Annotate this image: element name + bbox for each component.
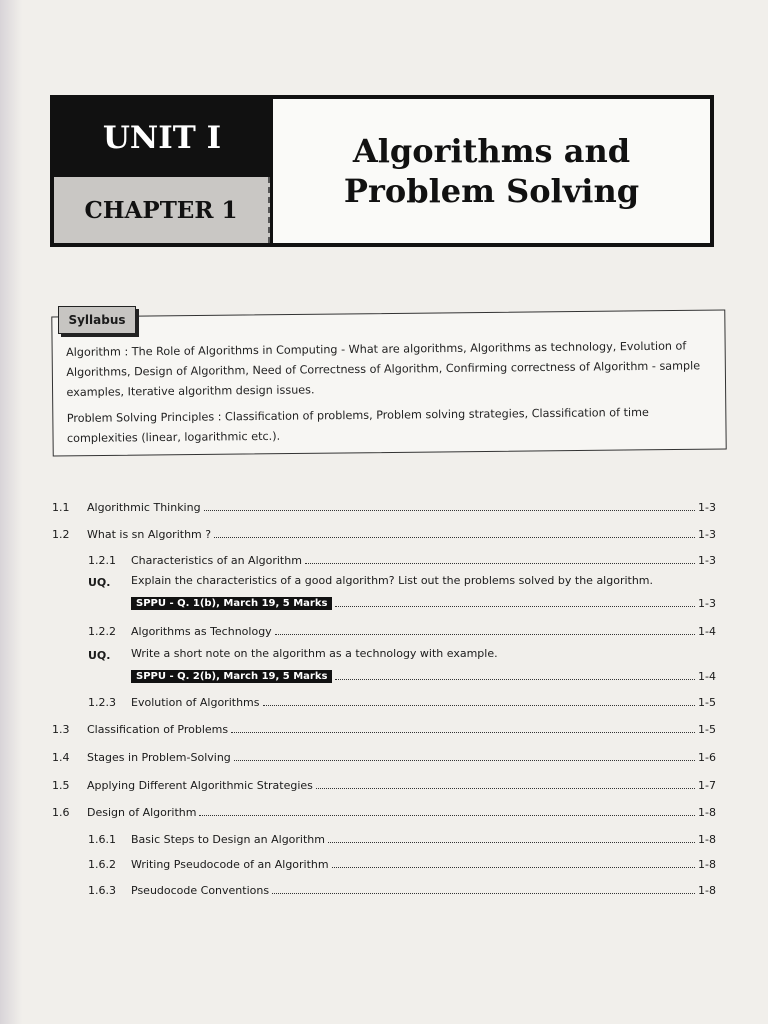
toc-page: 1-8 bbox=[698, 833, 716, 846]
toc-page: 1-6 bbox=[698, 751, 716, 764]
chapter-title-line1: Algorithms and bbox=[352, 132, 631, 170]
toc-page: 1-3 bbox=[698, 528, 716, 541]
toc-page: 1-3 bbox=[698, 501, 716, 514]
toc-page: 1-4 bbox=[698, 625, 716, 638]
toc-row[interactable] bbox=[131, 665, 716, 683]
toc-page: 1-8 bbox=[698, 858, 716, 871]
toc-number: 1.1 bbox=[52, 501, 70, 514]
toc-row[interactable] bbox=[52, 523, 716, 541]
uq-question: Write a short note on the algorithm as a technology with example. bbox=[131, 647, 498, 660]
toc-number: 1.6 bbox=[52, 806, 70, 819]
toc-number: 1.2.3 bbox=[88, 696, 116, 709]
toc-title: Classification of Problems bbox=[87, 723, 229, 736]
toc-row[interactable] bbox=[131, 592, 716, 610]
toc-row[interactable] bbox=[52, 496, 716, 514]
toc-row[interactable] bbox=[88, 853, 716, 871]
toc-page: 1-8 bbox=[698, 806, 716, 819]
syllabus-tag: Syllabus bbox=[58, 306, 136, 334]
dot-leader bbox=[305, 562, 695, 564]
toc-page: 1-3 bbox=[698, 554, 716, 567]
toc-title: Basic Steps to Design an Algorithm bbox=[131, 833, 325, 846]
chapter-title-line2: Problem Solving bbox=[343, 172, 640, 210]
sppu-badge: SPPU - Q. 2(b), March 19, 5 Marks bbox=[131, 670, 332, 683]
dot-leader bbox=[335, 605, 695, 607]
toc-title: Writing Pseudocode of an Algorithm bbox=[131, 858, 329, 871]
toc-page: 1-7 bbox=[698, 779, 716, 792]
toc-row[interactable] bbox=[52, 774, 716, 792]
toc-page: 1-3 bbox=[698, 597, 716, 610]
toc-page: 1-5 bbox=[698, 723, 716, 736]
toc-page: 1-5 bbox=[698, 696, 716, 709]
toc-number: 1.2.1 bbox=[88, 554, 116, 567]
uq-question: Explain the characteristics of a good algorithm? List out the problems solved by the algorithm. bbox=[131, 574, 654, 587]
chapter-label: CHAPTER 1 bbox=[54, 177, 270, 243]
dot-leader bbox=[272, 892, 695, 894]
syllabus-problem-solving-paragraph: Problem Solving Principles : Classification of problems, Problem solving strategies, Classification of time complexities (linear, logarithmic etc.). bbox=[66, 405, 649, 445]
toc-row[interactable] bbox=[88, 691, 716, 709]
dot-leader bbox=[204, 509, 695, 511]
toc-number: 1.6.3 bbox=[88, 884, 116, 897]
toc-title: Characteristics of an Algorithm bbox=[131, 554, 302, 567]
dot-leader bbox=[335, 678, 695, 680]
dot-leader bbox=[199, 814, 695, 816]
toc-title: Pseudocode Conventions bbox=[131, 884, 270, 897]
toc-row[interactable] bbox=[88, 549, 716, 567]
dot-leader bbox=[275, 633, 695, 635]
toc-title: Algorithmic Thinking bbox=[87, 501, 201, 514]
toc-page: 1-8 bbox=[698, 884, 716, 897]
toc-title: Applying Different Algorithmic Strategies bbox=[87, 779, 313, 792]
toc-page: 1-4 bbox=[698, 670, 716, 683]
toc-number: 1.4 bbox=[52, 751, 70, 764]
toc-row[interactable] bbox=[52, 746, 716, 764]
toc-row[interactable] bbox=[88, 828, 716, 846]
toc-row[interactable] bbox=[88, 879, 716, 897]
dot-leader bbox=[316, 787, 695, 789]
dot-leader bbox=[214, 536, 695, 538]
toc-number: 1.2.2 bbox=[88, 625, 116, 638]
dot-leader bbox=[231, 731, 695, 733]
dot-leader bbox=[234, 759, 695, 761]
toc-number: 1.3 bbox=[52, 723, 70, 736]
syllabus-algorithm-paragraph: Algorithm : The Role of Algorithms in Computing - What are algorithms, Algorithms as technology, Evolution of Algorithms, Design of Algorithm, Need of Correctness of Algorithm, Confirming correctness of Algorithm - sample examples, Iterative algorithm design issues. bbox=[66, 339, 701, 399]
uq-label: UQ. bbox=[88, 649, 111, 662]
toc-number: 1.6.1 bbox=[88, 833, 116, 846]
unit-label: UNIT I bbox=[54, 99, 270, 177]
toc-title: What is sn Algorithm ? bbox=[87, 528, 212, 541]
dot-leader bbox=[328, 841, 695, 843]
toc-number: 1.6.2 bbox=[88, 858, 116, 871]
toc-title: Design of Algorithm bbox=[87, 806, 197, 819]
toc-number: 1.2 bbox=[52, 528, 70, 541]
toc-title: Evolution of Algorithms bbox=[131, 696, 260, 709]
uq-label: UQ. bbox=[88, 576, 111, 589]
toc-row[interactable] bbox=[52, 801, 716, 819]
toc-title: Stages in Problem-Solving bbox=[87, 751, 231, 764]
toc-row[interactable] bbox=[88, 620, 716, 638]
dot-leader bbox=[332, 866, 695, 868]
toc-title: Algorithms as Technology bbox=[131, 625, 272, 638]
dot-leader bbox=[263, 704, 696, 706]
toc-number: 1.5 bbox=[52, 779, 70, 792]
toc-row[interactable] bbox=[52, 718, 716, 736]
sppu-badge: SPPU - Q. 1(b), March 19, 5 Marks bbox=[131, 597, 332, 610]
